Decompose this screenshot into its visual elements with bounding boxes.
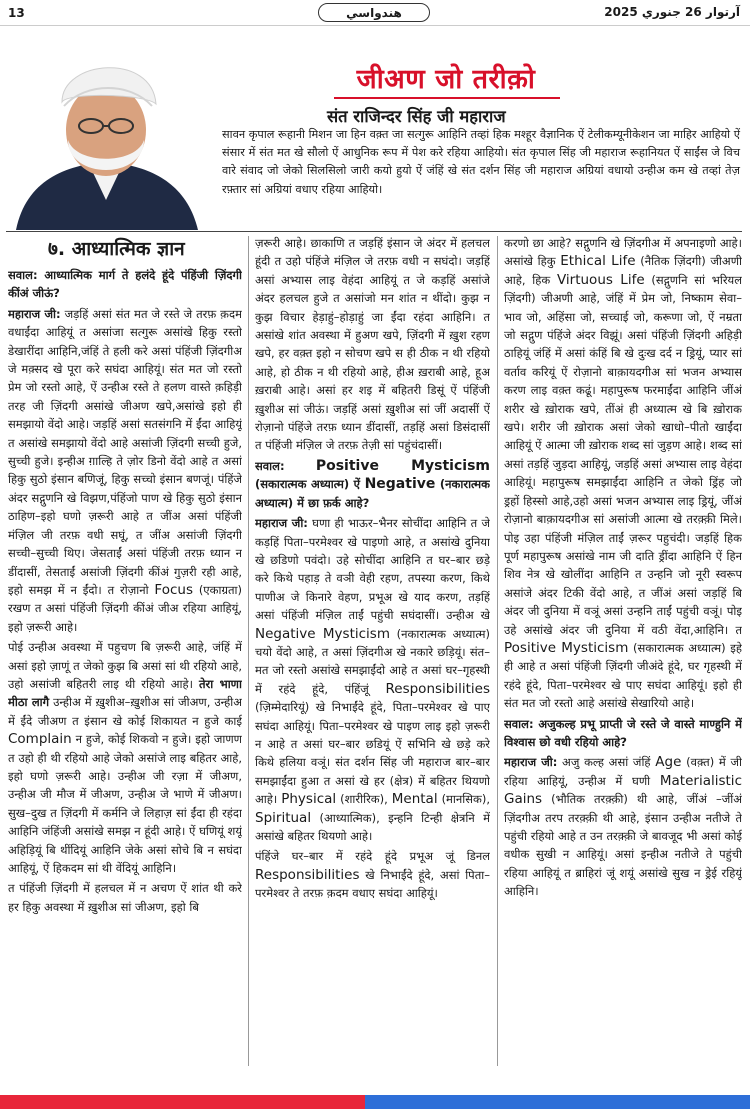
footer-red-segment <box>0 1095 365 1109</box>
answer-text: (मानसिक), <box>437 792 490 807</box>
question-label: सवाल: <box>255 458 285 473</box>
paragraph: ज़रूरी आहे। छाकाणि त जड़हिं इंसान जे अंदर में हलचल हूंदी त उहो पंहिंजे मंज़िल जे तरफ़ वधी न सघंदो। जड़हिं असां अभ्यास लाइ वेहंदा आहियूं त जे कड़हिं असांजे अंदर हलचल हुजे त असांजो मन शांत न थींदो। कुझ न कुझ विचार हेड़ाहुं–होड़ाहुं जा ईंदा रहंदा आहिनि। त असांखे शांत अवस्था में हुअण खपे, ज़िंदगी में ख़ुश रहण खपे, हर वक़्त इहो न सोचण खपे स ही ठीक न थी रहियो आहे, हो ठीक न थी रहियो आहे, हीअ ख़राबी आहे, हूअ ख़राबी आहे। असां हर शइ में बहितरी डिसूं ऐं पंहिंजी ख़ुशीअ सां जीऊं। जड़हिं असां ख़ुशीअ सां जीं अदासीं ऐं रोज़ानो पंहिंजे तरफ़ ध्यान डींदासीं, तड़हिं असां डिसंदासीं त पंहिंजी मंज़िल जे तरफ़ तेज़ी सां पहुंचंदासीं। <box>255 236 490 453</box>
question-3 <box>504 715 742 752</box>
paragraph-text: (सद्गुणनि सां भरियल ज़िंदगी) जीअणी आहे, जंहिं में प्रेम जो, निष्काम सेवा–भाव जो, अहिंसा जो, सच्चाई जो, करूणा जो, ऐं नम्रता जो सद्गुण पंहिंजे अंदर विझूं। असां पंहिंजी ज़िंदगी अहिड़ी ठाहियूं जंहिं में असां कंहिं बि खे दुःख दर्द न ड्रियूं, प्यार सां वर्ताव करियूं ऐं रोज़ानो बाक़ायदगीअ सां भजन अभ्यास करण लाइ वक़्त कढूं। महापुरूष फरमाईंदा आहिनि जींअं शरीर खे ख़ोराक खपे, तींअं ही अध्यात्म खे बि ख़ोराक खपे। शरीर जी ख़ोराक असां जेको खाधो–पीतो खाईंदा आहियूं ऐं आत्मा जी ख़ोराक शब्द सां जुड़ण आहे। शब्द सां असां तड़हिं जुड़दा आहियूं, जड़हिं असां अभ्यास लाइ वेहंदा आहियूं। महापुरूष समझाईंदा आहिनि त जेको ड्रिंह जो ड्रहों हिस्सो आहे,उहो असां भजन अभ्यास लाइ ड्रियूं, जींअं रोज़ानो बाक़ायदगीअ सां असांजी आत्मा खे तरक़्क़ी मिले। पोइ उहा पंहिंजी मंज़िल ताईं ज़रूर पहुचंदी। जड़हिं हिक पूर्ण महापुरूष असांखे नाम जी दाति ड्रींदा आहिनि ऐं हिन शिव नेत्र खे खोलींदा आहिनि त उन्हनि जो नूरी स्वरूप असांजे अंदर टिकी वेंदो आहे, त जींअं असां जड़हिं बि अंदर जी दुनिया में वञूं असां उन्हनि ताईं पहुंची वञूं। पोइ उहे असांखे अंदर जी दुनिया में वठी वेंदा,आहिनि। त <box>504 272 742 637</box>
paragraph <box>8 638 242 877</box>
english-term: Mental <box>391 791 438 808</box>
question-english-term: Positive Mysticism <box>315 457 490 474</box>
english-term: Ethical Life <box>560 253 636 270</box>
column-1 <box>8 234 242 1084</box>
column-3 <box>504 234 742 1084</box>
top-bar <box>0 0 750 26</box>
english-term: Negative Mysticism <box>255 625 390 642</box>
answer-text: अजु कल्ह असां जंहिं <box>557 755 656 770</box>
author-byline: संत राजिन्दर सिंह जी महाराज <box>327 107 506 126</box>
english-term: Age <box>655 754 682 771</box>
answer-label: महाराज जी: <box>504 755 558 770</box>
answer-english-term: Focus <box>154 581 193 598</box>
column-divider <box>497 236 498 1066</box>
english-term: Materialistic Gains <box>504 772 742 808</box>
english-term: Physical <box>281 791 337 808</box>
paragraph-text: उन्हीअ में ख़ुशीअ–ख़ुशीअ सां जीअण, उन्हीअ में ईंदे जीअण त इंसान खे कोई शिकायत न हुजे काई <box>8 695 242 728</box>
answer-text: (वक़्त) में जी रहिया आहियूं, उन्हीअ में घणी <box>504 755 742 788</box>
answer-3 <box>504 753 742 900</box>
answer-text: घणा ही भाऊर–भैनर सोचींदा आहिनि त जे कड़हिं पिता–परमेश्वर खे पाइणो आहे, त असांखे दुनिया खे छडिणो पवंदो। उहे सोचींदा आहिनि त घर–बार छड़े करे किथे पहाड़ ते वञी वेही रहण, तपस्या करण, किथे पाणीअ जे किनारे वेहण, प्रभूअ खे याद करण, तड़हिं असां पंहिंजी मंज़िल ताईं पहुंची सघंदासीं। उन्हीअ खे <box>255 516 490 623</box>
paragraph-text: पंहिंजे घर–बार में रहंदे हूंदे प्रभूअ जूं डिनल <box>255 849 490 864</box>
article-title: जीअण जो तरीक़ो <box>356 63 536 95</box>
question-english-term: Negative <box>364 476 436 493</box>
paragraph-text: करणो छा आहे? सद्गुणनि खे ज़िंदगीअ में अपनाइणो आहे। असांखे हिकु <box>504 236 742 269</box>
column-divider <box>248 236 249 1066</box>
paragraph-text: खे निभाईंदे हूंदे, असां पिता–परमेश्वर ते तरफ़ क़दम वधाए सघंदा आहियूं। <box>255 867 490 901</box>
masthead-logo: ھندواسي <box>318 3 430 22</box>
english-term: Spiritual <box>255 809 312 826</box>
answer-text: (नकारात्मक अध्यात्म) चयो वेंदो आहे, त असां ज़िंदगीअ खे नकारे छड़ियूं। संत–मत जो रस्तो असांखे समझाईंदो आहे त असां घर–गृहस्थी में रहंदे हूंदे, पंहिंजूं <box>255 626 490 696</box>
english-term: Positive Mysticism <box>504 639 629 656</box>
paragraph <box>255 847 490 902</box>
answer-label: महाराज जी: <box>255 516 308 531</box>
page-number: 13 <box>8 6 25 20</box>
english-term: Virtuous Life <box>556 271 645 288</box>
answer-text: जड़हिं असां संत मत जे रस्ते जे तरफ़ क़दम वधाईंदा आहियूं त असांजा सत्गुरू असांखे हिकु रस्तो डेखारींदा आहिनि,जंहिं ते हली करे असां पंहिंजी ज़िंदगीअ जे मक़्सद खे पूरा करे सघंदा आहियूं। संत मत जो रस्तो प्रेम जो रस्तो आहे, ऐं उन्हीअ रस्ते ते हलण वास्ते क़हिड़ी तरह जी ज़िंदगी असांखे जीअण खपे,असांखे इहो ही समझायो वेंदो आहे। जड़हिं असां सतसंगनि में ईंदा आहियूं त असांखे समझायो वेंदो आहे असांजी ज़िंदगी सच्ची हुजे, सुच्ची हुजे। इन्हीअ ग़ाल्हि ते ज़ोर डिनो वेंदो आहे त असां हिकु सुठो इंसान बणिजूं, हिकु सच्चो इंसान बणजूं। पंहिंजे अंदर सद्गुणनि खे विझण,पंहिंजो पाण खे हिकु सुठो इंसान ठाहिण–इहो घणो ज़रूरी आहे त जींअ असां पंहिंजी मंज़िल जी तरफ़ वधी सघूं, त जींअ असांजी ज़िंदगी सच्ची–सुच्ची थिए। जेसताईं असां पंहिंजी तरफ़ ध्यान न डींदासीं, तेसताईं असांजी ज़िंदगी कींअं गुज़री रही आहे, इहो समझ में न ईंदो। त रोज़ानो <box>8 306 242 597</box>
answer-label: महाराज जी: <box>8 306 61 321</box>
question-1 <box>8 266 242 303</box>
answer-text: (शारीरिक), <box>336 792 392 807</box>
paragraph: त पंहिंजी ज़िंदगी में हलचल में न अचण ऐं शांत थी करे हर हिकु अवस्था में ख़ुशीअ सां जीअण, इहो बि <box>8 881 242 914</box>
question-text: (सकारात्मक अध्यात्म) ऐं <box>255 477 361 492</box>
paragraph-text: (सकारात्मक अध्यात्म) इहे ही आहे त असां पंहिंजी ज़िंदगी जीअंदे हूंदे, घर गृहस्थी में रहंदे हूंदे, पिता–परमेश्वर खे पाए सघंदा आहियूं। इहो ही संत मत जो रस्तो आहे असांखे सेखारियो आहे। <box>504 640 742 711</box>
answer-text: (आध्यात्मिक), इन्हनि टिन्ही क्षेत्रनि में असांखे बहितर थियणो आहे। <box>255 810 490 843</box>
question-text: अजुकल्ह प्रभू प्राप्ती जे रस्ते जे वास्ते माण्हुनि में विश्वास छो वधी रहियो आहे? <box>504 716 742 749</box>
question-text: (नकारात्मक अध्यात्म) में छा फ़र्क आहे? <box>255 477 490 510</box>
footer-color-bar <box>0 1095 750 1109</box>
intro-divider <box>6 231 742 232</box>
quote-bold: तेरा भाणा मीठा लागै <box>8 676 242 710</box>
intro-paragraph: सावन कृपाल रूहानी मिशन जा हिन वक़्त जा सत्गुरू आहिनि तव्हां हिक मश्हूर वैज्ञानिक ऐं टेलीकम्यूनीकेशन जा माहिर आहियो ऐं संसार में संत मत खे सौलो ऐं आधुनिक रूप में पेश करे रहिया आहियो। संत कृपाल सिंह जी महाराज रूहानियत ऐं साईंस जे विच वारे संवाद जो जेको सिलसिलो जारी कयो हुयो ऐं जंहिं खे संत दर्शन सिंह जी महाराज अग्रियां वधायो उन्हीअ कम खे तव्हां तेज़ रफ़्तार सां अग्रियां वधाए रहिया आहियो। <box>222 128 740 196</box>
paragraph-text: (नैतिक ज़िंदगी) जीअणी आहे, हिक <box>504 254 742 287</box>
paragraph-text: पोई उन्हीअ अवस्था में पहुचण बि ज़रूरी आहे, जंहिं में असां इहो ज़ाणूं त जेको कुझ बि असां सां थी रहियो आहे, उहो असांजी बहितरी लाइ थी रहियो आहे। <box>8 640 242 691</box>
question-label: सवाल: <box>8 268 38 282</box>
paragraph <box>504 234 742 713</box>
answer-text: (ज़िम्मेदारियूं) खे निभाईंदे हूंदे, पिता–परमेश्वर खे पाए सघंदा आहियूं। पिता–परमेश्वर खे पाइण लाइ इहो ज़रूरी न आहे त असां घर–बार छडियूं ऐं सभिनि खे छड़े करे किथे हलिया वञूं। संत दर्शन सिंह जी महाराज बार–बार समझाईंदा हुआ त असां खे हर (क्षेत्र) में बहितर थियणो आहे। <box>255 700 490 807</box>
footer-blue-segment <box>365 1095 750 1109</box>
answer-text: (भौतिक तरक़्क़ी) थी आहे, जींअं –जींअं ज़िंदगीअ तरप तरक़्क़ी थी आहे, इंसान उन्हीअ नतीजे ते पहुंची रहियो आहे त उन तरक़्क़ी जे बावजूद भी असां कोई वधीक सुखी न आहियूं। असां इन्हीअ नतीजे ते पहुंची रहिया आहियूं त ब्राहिरां जूं शयूं असांखे सुख न ड्रेई रहियूं आहिनि। <box>504 792 742 899</box>
answer-text: (एकाग्रता) रखण त असां पंहिंजी ज़िंदगी कींअं जीअ रहिया आहियूं, इहो ज़रूरी आहे। <box>8 582 242 634</box>
author-portrait <box>6 30 206 230</box>
title-underline <box>334 97 560 99</box>
answer-1 <box>8 305 242 636</box>
english-term: Responsibilities <box>385 680 490 697</box>
date-line: آرتوار 26 جنوري 2025 <box>604 5 740 19</box>
section-title: ७. आध्यात्मिक ज्ञान <box>48 238 185 260</box>
answer-2 <box>255 514 490 845</box>
question-text: आध्यात्मिक मार्ग ते हलंदे हूंदे पंहिंजी ज़िंदगी कींअं जीऊं? <box>8 268 242 301</box>
question-label: सवाल: <box>504 716 534 731</box>
paragraph-text: न हुजे, कोई शिकवो न हुजे। इहो जाणण त उहो ही थी रहियो आहे जेको असांजे लाइ बहितर आहे, इहो घणो ज़रूरी आहे। उन्हीअ जी रज़ा में जीअण, उन्हीअ जी मौज में जीअण, उन्हीअ जे भाणे में जीअण। सुख–दुख त ज़िंदगी में कर्मनि जे लिहाज़ सां ईंदा ही रहंदा आहिनि जंहिंजी असांखे समझ न हूंदी आहे। ऐं घणियूं शयूं अहिड़ियूं बि थींदियूं आहिनि जेके असां सोचे बि न सघंदा आहियूं, ऐं हिकदम सां थी वेंदियूं आहिनि। <box>8 732 242 875</box>
english-term: Complain <box>8 731 72 748</box>
column-2 <box>255 234 490 1084</box>
english-term: Responsibilities <box>255 866 360 883</box>
question-2 <box>255 457 490 512</box>
